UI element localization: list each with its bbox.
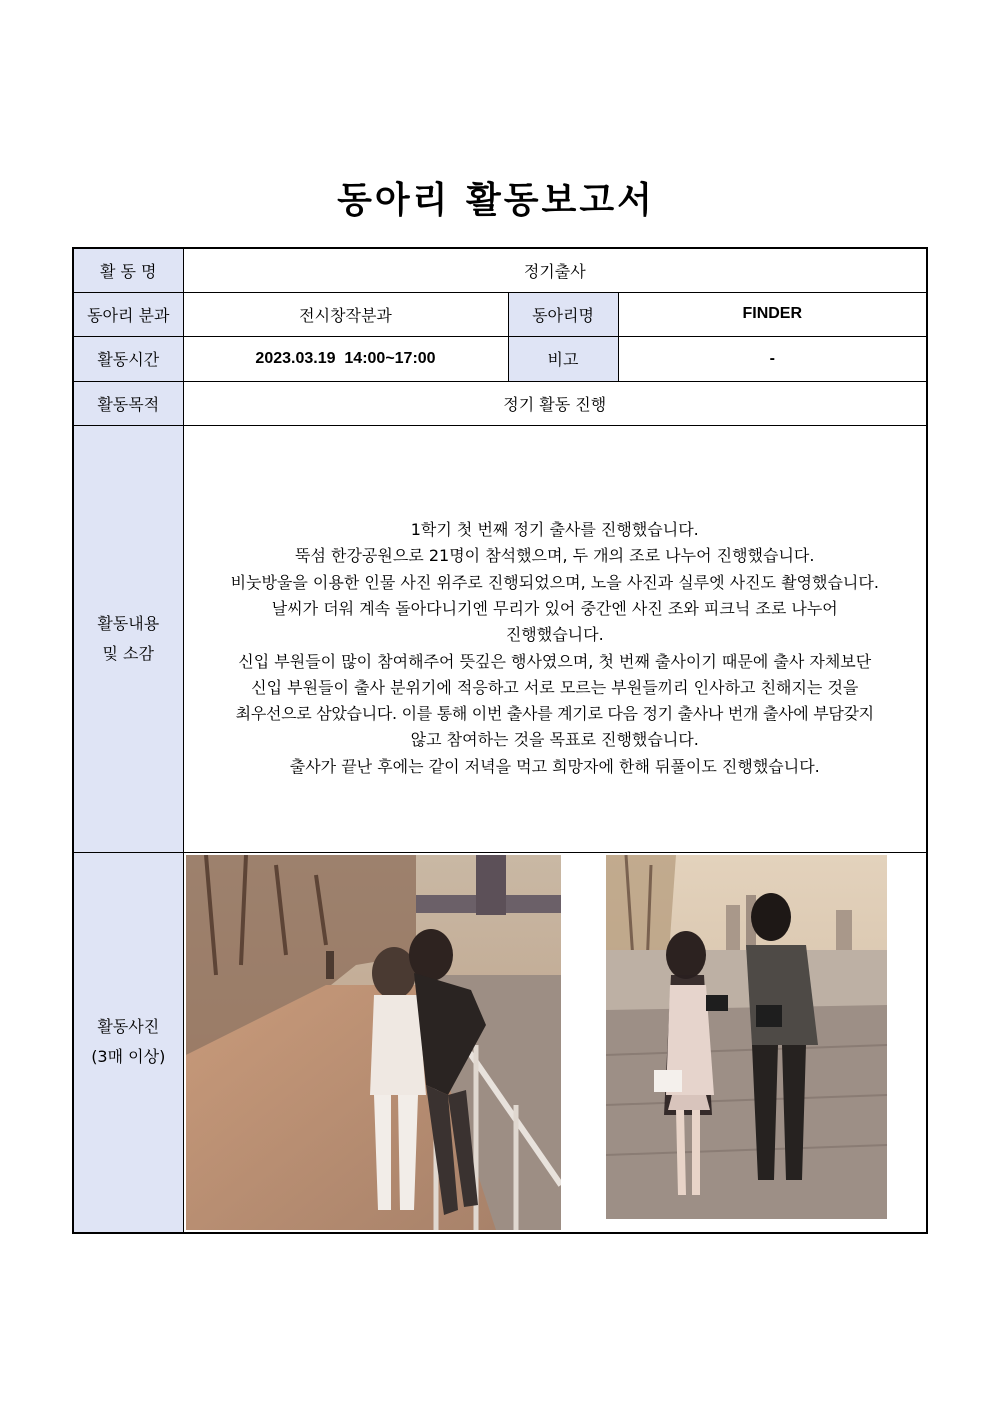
content-line: 1학기 첫 번째 정기 출사를 진행했습니다. — [410, 520, 699, 540]
club-name-value: FINDER — [618, 292, 927, 336]
content-text — [184, 517, 927, 780]
note-value: - — [618, 336, 927, 381]
content-label-line2: 및 소감 — [102, 643, 154, 663]
content-line: 최우선으로 삼았습니다. 이를 통해 이번 출사를 계기로 다음 정기 출사나 번개 출사에 부담갖지 — [235, 704, 874, 724]
content-line: 출사가 끝난 후에는 같이 저녁을 먹고 희망자에 한해 뒤풀이도 진행했습니다. — [289, 756, 820, 776]
content-line: 신입 부원들이 많이 참여해주어 뜻깊은 행사였으며, 첫 번째 출사이기 때문에 출사 자체보단 — [238, 651, 872, 671]
photos-cell — [183, 852, 927, 1233]
activity-photo-1 — [186, 855, 561, 1230]
photos-label-line2: (3매 이상) — [91, 1047, 166, 1067]
content-body — [183, 425, 927, 852]
photos-label — [73, 852, 183, 1233]
content-line: 진행했습니다. — [505, 625, 604, 645]
activity-name-value: 정기출사 — [183, 248, 927, 292]
content-label-line1: 활동내용 — [97, 613, 160, 633]
row-club-division — [73, 292, 927, 336]
content-line: 뚝섬 한강공원으로 21명이 참석했으며, 두 개의 조로 나누어 진행했습니다. — [295, 546, 815, 566]
content-line: 날씨가 더워 계속 돌아다니기엔 무리가 있어 중간엔 사진 조와 피크닉 조로 나누어 — [271, 598, 838, 618]
activity-time-label: 활동시간 — [73, 336, 183, 381]
photos-label-line1: 활동사진 — [97, 1017, 160, 1037]
content-line: 신입 부원들이 출사 분위기에 적응하고 서로 모르는 부원들끼리 인사하고 친해지는 것을 — [251, 677, 859, 697]
row-photos — [73, 852, 927, 1233]
row-purpose — [73, 381, 927, 425]
club-division-label: 동아리 분과 — [73, 292, 183, 336]
row-content — [73, 425, 927, 852]
row-activity-time — [73, 336, 927, 381]
club-division-value: 전시창작분과 — [183, 292, 508, 336]
note-label: 비고 — [508, 336, 618, 381]
photo-2-image — [606, 855, 887, 1219]
activity-time-value: 2023.03.19 14:00~17:00 — [183, 336, 508, 381]
photo-1-image — [186, 855, 561, 1230]
row-activity-name — [73, 248, 927, 292]
activity-name-label: 활 동 명 — [73, 248, 183, 292]
content-line: 않고 참여하는 것을 목표로 진행했습니다. — [410, 730, 699, 750]
content-label — [73, 425, 183, 852]
club-name-label: 동아리명 — [508, 292, 618, 336]
report-table — [72, 247, 928, 1234]
purpose-value: 정기 활동 진행 — [183, 381, 927, 425]
content-line: 비눗방울을 이용한 인물 사진 위주로 진행되었으며, 노을 사진과 실루엣 사진도 촬영했습니다. — [230, 572, 879, 592]
purpose-label: 활동목적 — [73, 381, 183, 425]
document-title: 동아리 활동보고서 — [337, 180, 655, 221]
activity-photo-2 — [606, 855, 887, 1219]
